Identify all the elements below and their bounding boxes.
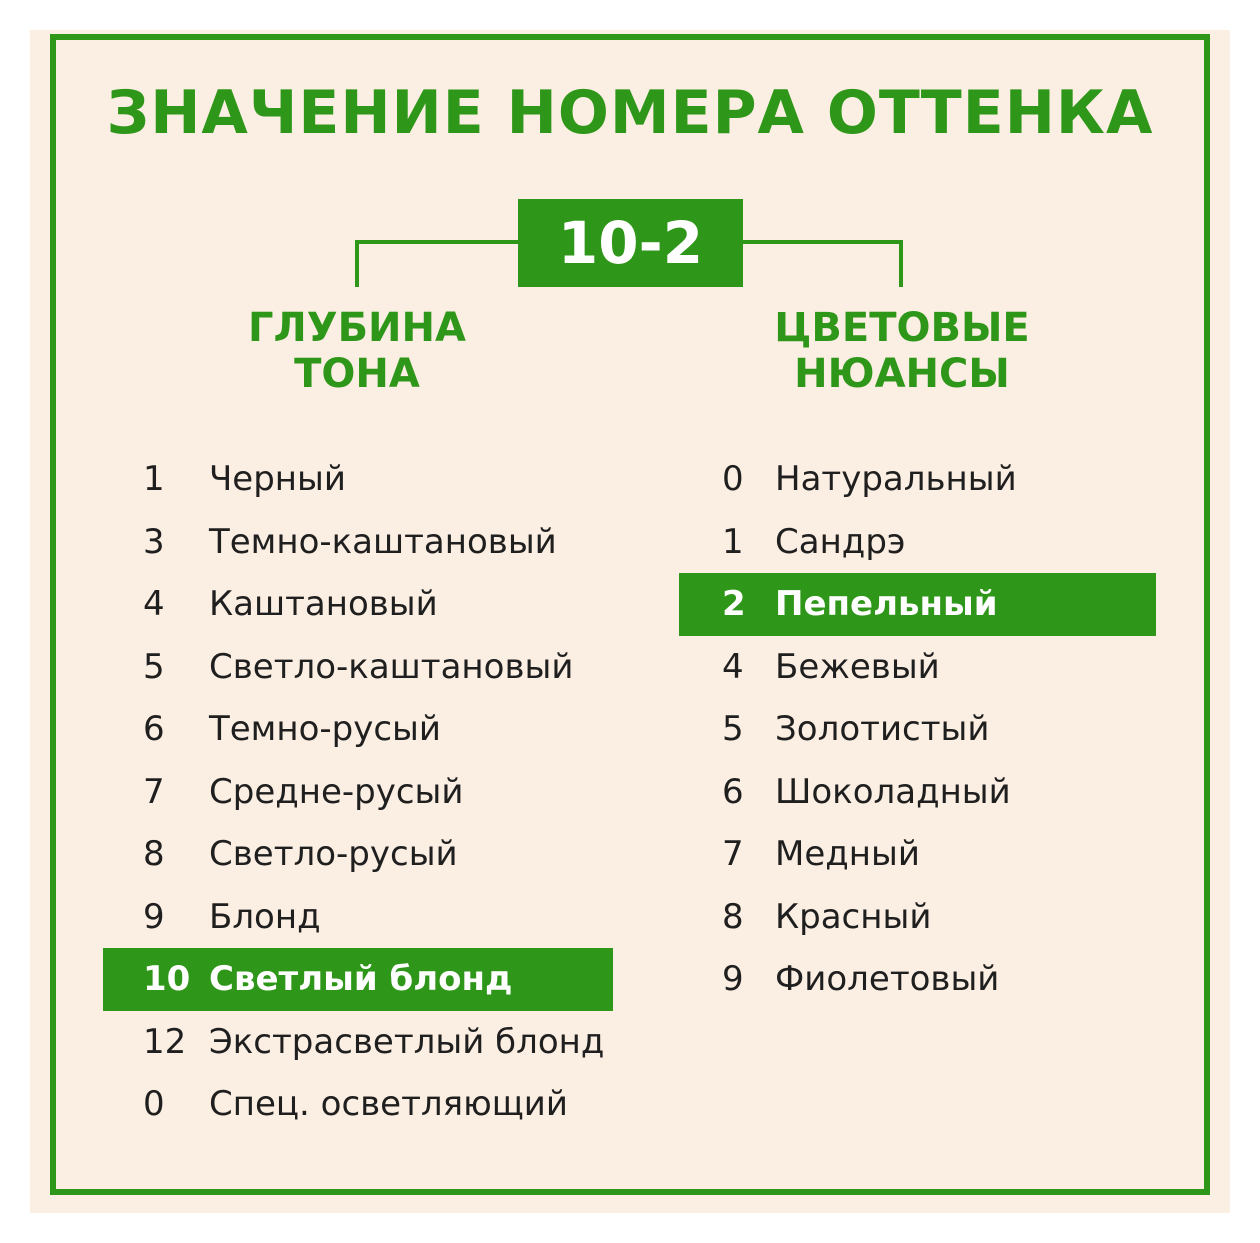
item-label: Спец. осветляющий — [209, 1084, 568, 1125]
connector-right-horizontal — [743, 240, 903, 244]
item-number: 8 — [143, 834, 165, 875]
item-label: Шоколадный — [775, 771, 1011, 812]
color-nuance-list — [679, 448, 1156, 1011]
left-column-heading — [207, 305, 507, 397]
item-label: Бежевый — [775, 646, 940, 687]
item-number: 10 — [143, 959, 191, 1000]
list-item — [679, 948, 1156, 1011]
item-label: Красный — [775, 896, 932, 937]
list-item — [679, 761, 1156, 824]
list-item — [679, 823, 1156, 886]
left-heading-line1: ГЛУБИНА — [248, 305, 466, 351]
item-number: 9 — [722, 959, 744, 1000]
tone-depth-list — [103, 448, 613, 1136]
right-heading-line1: ЦВЕТОВЫЕ — [774, 305, 1030, 351]
list-item — [679, 636, 1156, 699]
item-number: 5 — [722, 709, 744, 750]
item-number: 4 — [722, 646, 744, 687]
list-item — [103, 636, 613, 699]
shade-code-box — [518, 199, 743, 287]
list-item — [679, 511, 1156, 574]
left-heading-line2: ТОНА — [294, 351, 420, 397]
shade-code: 10-2 — [557, 209, 704, 277]
item-number: 8 — [722, 896, 744, 937]
list-item — [103, 886, 613, 949]
connector-right-vertical — [899, 240, 903, 287]
item-label: Светло-русый — [209, 834, 458, 875]
item-label: Фиолетовый — [775, 959, 1000, 1000]
item-label: Блонд — [209, 896, 321, 937]
item-label: Черный — [209, 459, 346, 500]
connector-left-horizontal — [355, 240, 518, 244]
list-item — [103, 573, 613, 636]
list-item — [103, 823, 613, 886]
item-number: 2 — [722, 584, 746, 625]
list-item — [103, 698, 613, 761]
list-item — [103, 1073, 613, 1136]
item-label: Средне-русый — [209, 771, 464, 812]
item-number: 1 — [143, 459, 165, 500]
item-number: 1 — [722, 521, 744, 562]
item-label: Натуральный — [775, 459, 1017, 500]
list-item — [679, 886, 1156, 949]
item-number: 12 — [143, 1021, 187, 1062]
item-number: 4 — [143, 584, 165, 625]
item-label: Каштановый — [209, 584, 438, 625]
list-item — [679, 698, 1156, 761]
item-label: Золотистый — [775, 709, 990, 750]
item-number: 9 — [143, 896, 165, 937]
item-label: Светло-каштановый — [209, 646, 574, 687]
right-heading-line2: НЮАНСЫ — [794, 351, 1010, 397]
list-item-highlighted — [679, 573, 1156, 636]
item-label: Экстрасветлый блонд — [209, 1021, 605, 1062]
connector-left-vertical — [355, 240, 359, 287]
item-label: Сандрэ — [775, 521, 906, 562]
item-number: 0 — [143, 1084, 165, 1125]
item-number: 6 — [143, 709, 165, 750]
item-label: Темно-каштановый — [209, 521, 557, 562]
list-item — [679, 448, 1156, 511]
item-label: Пепельный — [775, 584, 998, 625]
list-item — [103, 511, 613, 574]
item-label: Светлый блонд — [209, 959, 513, 1000]
item-number: 5 — [143, 646, 165, 687]
list-item — [103, 761, 613, 824]
item-label: Медный — [775, 834, 920, 875]
list-item — [103, 448, 613, 511]
list-item — [103, 1011, 613, 1074]
item-number: 7 — [143, 771, 165, 812]
item-number: 0 — [722, 459, 744, 500]
item-number: 3 — [143, 521, 165, 562]
item-label: Темно-русый — [209, 709, 441, 750]
page-title: ЗНАЧЕНИЕ НОМЕРА ОТТЕНКА — [106, 78, 1154, 148]
item-number: 7 — [722, 834, 744, 875]
list-item-highlighted — [103, 948, 613, 1011]
right-column-heading — [752, 305, 1052, 397]
item-number: 6 — [722, 771, 744, 812]
